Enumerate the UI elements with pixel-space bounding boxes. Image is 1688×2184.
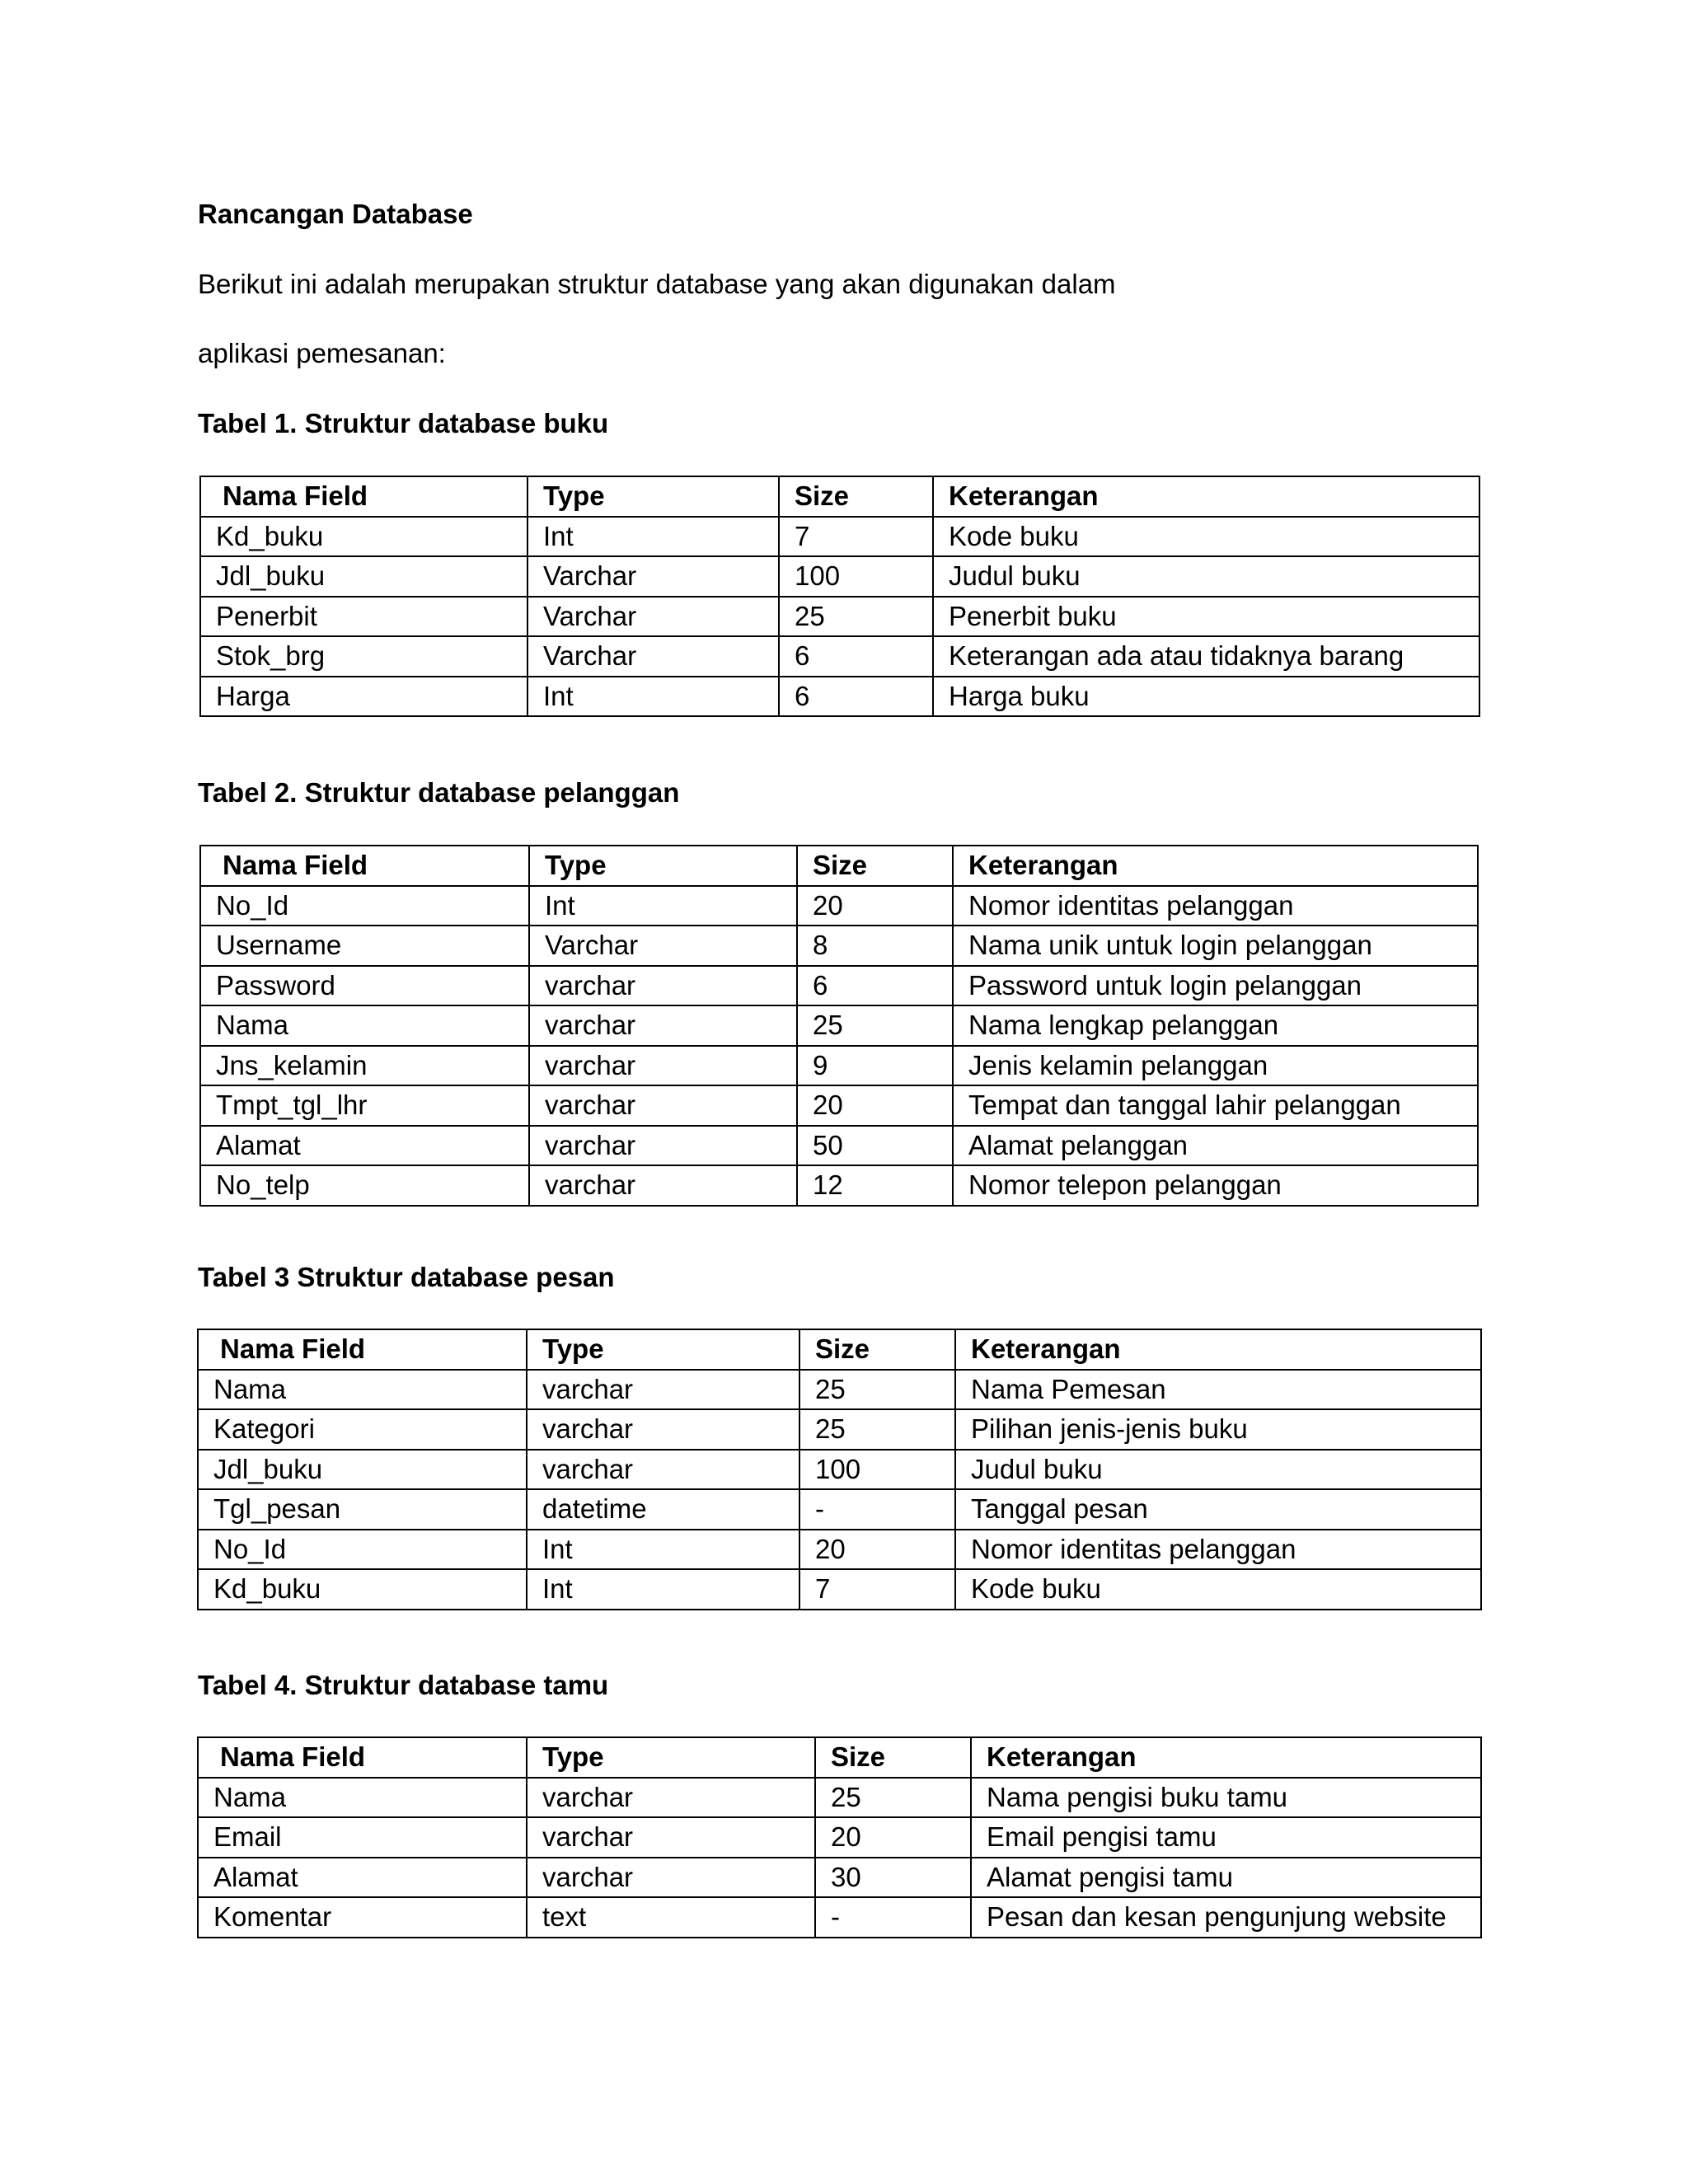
cell-keterangan: Nama Pemesan xyxy=(955,1370,1481,1410)
header-nama-field: Nama Field xyxy=(198,1329,527,1370)
table-row xyxy=(200,1126,1478,1166)
cell-keterangan: Pilihan jenis-jenis buku xyxy=(955,1409,1481,1450)
cell-nama-field: Jdl_buku xyxy=(198,1450,527,1490)
cell-type: varchar xyxy=(529,966,797,1006)
cell-nama-field: Kategori xyxy=(198,1409,527,1450)
table-row xyxy=(200,926,1478,966)
table-row xyxy=(200,517,1479,557)
cell-nama-field: Username xyxy=(200,926,529,966)
table4-caption: Tabel 4. Struktur database tamu xyxy=(198,1670,609,1700)
cell-keterangan: Nama lengkap pelanggan xyxy=(953,1005,1478,1046)
header-keterangan: Keterangan xyxy=(971,1737,1481,1778)
header-nama-field: Nama Field xyxy=(198,1737,527,1778)
cell-size: 20 xyxy=(799,1530,955,1570)
table-header-row xyxy=(200,476,1479,517)
table-row xyxy=(200,677,1479,717)
cell-type: datetime xyxy=(527,1489,799,1530)
table-row xyxy=(198,1569,1481,1610)
table-row xyxy=(198,1450,1481,1490)
cell-size: 25 xyxy=(799,1409,955,1450)
cell-type: Int xyxy=(527,1530,799,1570)
table-row xyxy=(200,1005,1478,1046)
cell-nama-field: No_Id xyxy=(200,886,529,926)
cell-size: 8 xyxy=(797,926,953,966)
header-keterangan: Keterangan xyxy=(933,476,1479,517)
cell-keterangan: Judul buku xyxy=(933,556,1479,597)
header-type: Type xyxy=(528,476,779,517)
cell-nama-field: Password xyxy=(200,966,529,1006)
cell-type: text xyxy=(527,1897,815,1938)
table-row xyxy=(200,597,1479,637)
table-row xyxy=(198,1370,1481,1410)
header-size: Size xyxy=(815,1737,971,1778)
table-header-row xyxy=(200,846,1478,886)
cell-size: 12 xyxy=(797,1165,953,1206)
cell-keterangan: Judul buku xyxy=(955,1450,1481,1490)
table-row xyxy=(198,1530,1481,1570)
header-nama-field: Nama Field xyxy=(200,476,528,517)
cell-type: varchar xyxy=(527,1370,799,1410)
cell-type: Varchar xyxy=(528,597,779,637)
cell-size: 100 xyxy=(779,556,933,597)
table-row xyxy=(198,1858,1481,1898)
cell-size: 30 xyxy=(815,1858,971,1898)
header-size: Size xyxy=(797,846,953,886)
cell-type: Varchar xyxy=(528,556,779,597)
cell-type: varchar xyxy=(529,1126,797,1166)
cell-keterangan: Keterangan ada atau tidaknya barang xyxy=(933,636,1479,677)
cell-keterangan: Alamat pelanggan xyxy=(953,1126,1478,1166)
header-nama-field: Nama Field xyxy=(200,846,529,886)
cell-nama-field: Tmpt_tgl_lhr xyxy=(200,1085,529,1126)
table-row xyxy=(198,1778,1481,1818)
header-type: Type xyxy=(527,1329,799,1370)
cell-nama-field: No_Id xyxy=(198,1530,527,1570)
cell-type: Int xyxy=(528,517,779,557)
cell-size: 6 xyxy=(797,966,953,1006)
table-row xyxy=(200,1046,1478,1086)
cell-type: varchar xyxy=(529,1165,797,1206)
cell-type: Varchar xyxy=(528,636,779,677)
cell-keterangan: Alamat pengisi tamu xyxy=(971,1858,1481,1898)
cell-size: 25 xyxy=(815,1778,971,1818)
table1-caption: Tabel 1. Struktur database buku xyxy=(198,408,609,438)
table-row xyxy=(198,1489,1481,1530)
cell-keterangan: Kode buku xyxy=(933,517,1479,557)
cell-nama-field: Kd_buku xyxy=(200,517,528,557)
header-type: Type xyxy=(527,1737,815,1778)
cell-keterangan: Nama pengisi buku tamu xyxy=(971,1778,1481,1818)
cell-size: 7 xyxy=(799,1569,955,1610)
cell-nama-field: Tgl_pesan xyxy=(198,1489,527,1530)
cell-nama-field: Komentar xyxy=(198,1897,527,1938)
table2-caption: Tabel 2. Struktur database pelanggan xyxy=(198,777,680,808)
cell-size: - xyxy=(799,1489,955,1530)
cell-nama-field: Kd_buku xyxy=(198,1569,527,1610)
intro-paragraph-line1: Berikut ini adalah merupakan struktur database yang akan digunakan dalam xyxy=(198,269,1116,299)
header-size: Size xyxy=(799,1329,955,1370)
cell-type: Int xyxy=(528,677,779,717)
cell-keterangan: Pesan dan kesan pengunjung website xyxy=(971,1897,1481,1938)
header-keterangan: Keterangan xyxy=(953,846,1478,886)
cell-keterangan: Tempat dan tanggal lahir pelanggan xyxy=(953,1085,1478,1126)
cell-keterangan: Nomor identitas pelanggan xyxy=(953,886,1478,926)
cell-size: 20 xyxy=(797,1085,953,1126)
cell-size: 100 xyxy=(799,1450,955,1490)
intro-paragraph-line2: aplikasi pemesanan: xyxy=(198,338,446,368)
cell-type: varchar xyxy=(527,1409,799,1450)
cell-type: varchar xyxy=(527,1858,815,1898)
table-row xyxy=(200,886,1478,926)
table-row xyxy=(198,1897,1481,1938)
cell-nama-field: Alamat xyxy=(200,1126,529,1166)
header-size: Size xyxy=(779,476,933,517)
cell-type: varchar xyxy=(527,1778,815,1818)
cell-size: 20 xyxy=(797,886,953,926)
table-row xyxy=(200,1085,1478,1126)
cell-size: 9 xyxy=(797,1046,953,1086)
table-header-row xyxy=(198,1737,1481,1778)
table3-caption: Tabel 3 Struktur database pesan xyxy=(198,1262,615,1292)
table-row xyxy=(198,1409,1481,1450)
cell-nama-field: Jdl_buku xyxy=(200,556,528,597)
table-row xyxy=(200,636,1479,677)
cell-size: 50 xyxy=(797,1126,953,1166)
cell-keterangan: Jenis kelamin pelanggan xyxy=(953,1046,1478,1086)
header-keterangan: Keterangan xyxy=(955,1329,1481,1370)
cell-keterangan: Password untuk login pelanggan xyxy=(953,966,1478,1006)
table-row xyxy=(200,966,1478,1006)
cell-size: 6 xyxy=(779,677,933,717)
cell-nama-field: Nama xyxy=(198,1370,527,1410)
cell-keterangan: Email pengisi tamu xyxy=(971,1817,1481,1858)
cell-keterangan: Nomor telepon pelanggan xyxy=(953,1165,1478,1206)
cell-nama-field: Stok_brg xyxy=(200,636,528,677)
cell-nama-field: Penerbit xyxy=(200,597,528,637)
header-type: Type xyxy=(529,846,797,886)
cell-type: Int xyxy=(527,1569,799,1610)
cell-keterangan: Harga buku xyxy=(933,677,1479,717)
cell-size: 25 xyxy=(797,1005,953,1046)
table2-pelanggan xyxy=(199,845,1479,1207)
cell-type: varchar xyxy=(527,1450,799,1490)
cell-nama-field: Nama xyxy=(198,1778,527,1818)
table1-buku xyxy=(199,476,1480,717)
cell-type: varchar xyxy=(529,1085,797,1126)
cell-type: Varchar xyxy=(529,926,797,966)
cell-type: varchar xyxy=(529,1046,797,1086)
table-row xyxy=(200,1165,1478,1206)
cell-nama-field: Nama xyxy=(200,1005,529,1046)
cell-nama-field: Harga xyxy=(200,677,528,717)
cell-size: - xyxy=(815,1897,971,1938)
cell-nama-field: Jns_kelamin xyxy=(200,1046,529,1086)
cell-size: 25 xyxy=(799,1370,955,1410)
table-header-row xyxy=(198,1329,1481,1370)
cell-nama-field: Email xyxy=(198,1817,527,1858)
table-row xyxy=(198,1817,1481,1858)
cell-type: Int xyxy=(529,886,797,926)
cell-keterangan: Nama unik untuk login pelanggan xyxy=(953,926,1478,966)
table4-tamu xyxy=(197,1736,1482,1938)
cell-nama-field: Alamat xyxy=(198,1858,527,1898)
cell-nama-field: No_telp xyxy=(200,1165,529,1206)
table-row xyxy=(200,556,1479,597)
cell-size: 6 xyxy=(779,636,933,677)
cell-keterangan: Nomor identitas pelanggan xyxy=(955,1530,1481,1570)
cell-type: varchar xyxy=(527,1817,815,1858)
cell-size: 25 xyxy=(779,597,933,637)
table3-pesan xyxy=(197,1329,1482,1610)
cell-type: varchar xyxy=(529,1005,797,1046)
cell-size: 20 xyxy=(815,1817,971,1858)
cell-keterangan: Tanggal pesan xyxy=(955,1489,1481,1530)
cell-keterangan: Kode buku xyxy=(955,1569,1481,1610)
cell-size: 7 xyxy=(779,517,933,557)
page-title: Rancangan Database xyxy=(198,199,473,229)
cell-keterangan: Penerbit buku xyxy=(933,597,1479,637)
